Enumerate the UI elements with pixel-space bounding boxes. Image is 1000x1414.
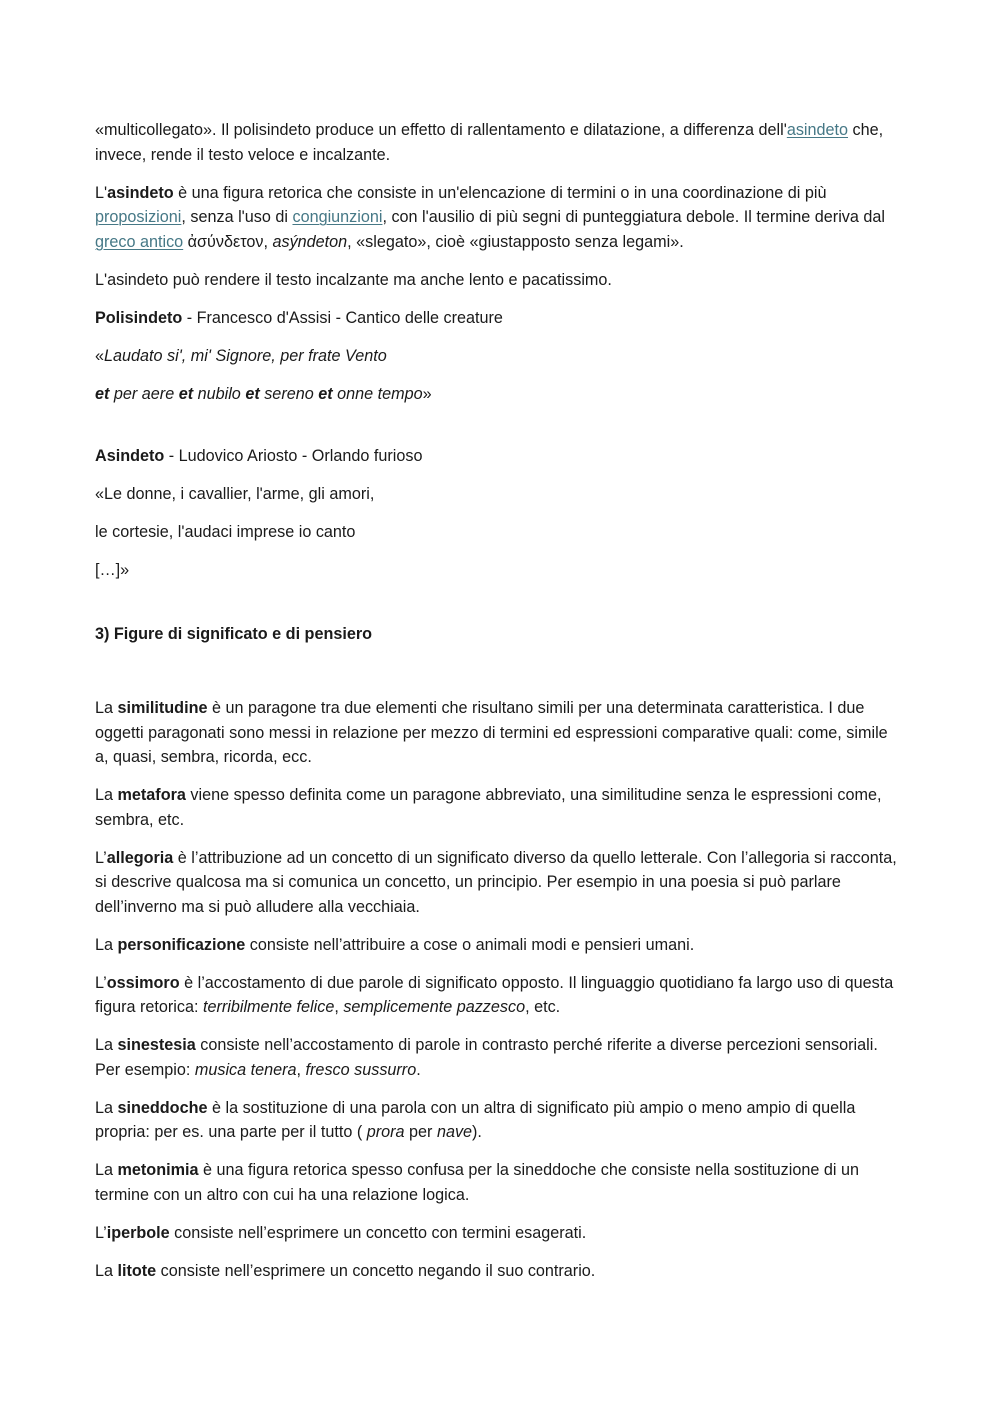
link-congiunzioni[interactable]: congiunzioni: [292, 208, 383, 226]
example-italic: terribilmente felice: [202, 998, 335, 1016]
paragraph-metafora: [95, 783, 905, 832]
verse-word: sereno: [259, 384, 319, 403]
paragraph-similitudine: [95, 696, 905, 770]
text: è un paragone tra due elementi che risultano simili per una determinata caratteristica. I due oggetti paragonati sono messi in relazione per mezzo di termini ed espressioni comparative quali: come, simile a, quasi, sembra, ricorda, ecc.: [95, 699, 888, 766]
text: La: [95, 699, 118, 717]
text: La: [95, 1261, 118, 1280]
example-asindeto-line1: «Le donne, i cavallier, l'arme, gli amori,: [95, 484, 375, 503]
text: è una figura retorica che consiste in un'elencazione di termini o in una coordinazione di più: [173, 183, 827, 202]
text: «: [95, 346, 105, 365]
text: La: [95, 1098, 118, 1117]
verse-word: nubilo: [193, 384, 246, 403]
term-sineddoche: sineddoche: [117, 1098, 208, 1117]
italic-asyndeton: asýndeton: [272, 232, 348, 251]
example-asindeto-line2: le cortesie, l'audaci imprese io canto: [95, 522, 356, 541]
term-metonimia: metonimia: [117, 1161, 199, 1179]
term-allegoria: allegoria: [106, 848, 174, 867]
paragraph-sinestesia: [95, 1033, 905, 1082]
term-metafora: metafora: [117, 786, 186, 804]
example-italic: musica tenera: [194, 1060, 297, 1079]
text: consiste nell’esprimere un concetto negando il suo contrario.: [156, 1261, 596, 1280]
term-sinestesia: sinestesia: [117, 1036, 196, 1054]
text: ).: [472, 1123, 482, 1141]
verse-line: Laudato si', mi' Signore, per frate Vento: [104, 346, 387, 365]
text: che, invece, rende il testo veloce e incalzante.: [95, 121, 884, 164]
text: La: [95, 786, 118, 804]
paragraph-personificazione: [95, 933, 905, 958]
et-bold: et: [318, 384, 333, 403]
term-polisindeto: Polisindeto: [95, 308, 183, 327]
paragraph-asindeto-definition: [95, 181, 905, 255]
text: La: [95, 1161, 118, 1179]
paragraph-litote: [95, 1259, 905, 1284]
example-source: - Francesco d'Assisi - Cantico delle creature: [182, 308, 503, 327]
paragraph-sineddoche: [95, 1096, 905, 1145]
example-polisindeto-line2: [95, 382, 905, 407]
paragraph-metonimia: [95, 1158, 905, 1207]
example-asindeto-title: [95, 444, 905, 469]
term-personificazione: personificazione: [117, 935, 246, 954]
example-italic: fresco sussurro: [305, 1060, 417, 1079]
term-iperbole: iperbole: [106, 1223, 170, 1242]
paragraph-ossimoro: [95, 971, 905, 1020]
link-greco-antico[interactable]: greco antico: [95, 232, 184, 251]
term-asindeto-example: Asindeto: [95, 446, 165, 465]
example-polisindeto-title: [95, 306, 905, 331]
text: ,: [296, 1060, 306, 1079]
text: , «slegato», cioè «giustapposto senza legami».: [347, 232, 684, 251]
text: La: [95, 1036, 118, 1054]
spacer: [95, 596, 905, 622]
et-bold: et: [95, 384, 110, 403]
text: , etc.: [525, 998, 561, 1016]
link-asindeto[interactable]: asindeto: [786, 121, 849, 139]
example-italic: prora: [366, 1123, 405, 1141]
spacer: [95, 646, 905, 696]
term-litote: litote: [117, 1261, 157, 1280]
term-ossimoro: ossimoro: [106, 973, 180, 992]
text: «multicollegato». Il polisindeto produce un effetto di rallentamento e dilatazione, a differenza dell': [95, 121, 787, 139]
text: »: [422, 384, 432, 403]
text: consiste nell’attribuire a cose o animali modi e pensieri umani.: [245, 935, 695, 954]
text: è l’attribuzione ad un concetto di un significato diverso da quello letterale. Con l’allegoria si racconta, si descrive qualcosa ma si comunica un concetto, un principio. Per esempio in una poesia si può parlare dell’inverno ma si può alludere alla vecchiaia.: [95, 848, 897, 916]
text: L’: [95, 1223, 107, 1242]
link-proposizioni[interactable]: proposizioni: [95, 208, 182, 226]
text: per: [404, 1123, 437, 1141]
text: L': [95, 183, 108, 202]
text: La: [95, 935, 118, 954]
verse-word: onne tempo: [332, 384, 423, 403]
verse-word: per aere: [109, 384, 179, 403]
paragraph-asindeto-effect: L'asindeto può rendere il testo incalzante ma anche lento e pacatissimo.: [95, 270, 612, 289]
spacer: [95, 420, 905, 444]
text: è una figura retorica spesso confusa per la sineddoche che consiste nella sostituzione di un termine con un altro con cui ha una relazione logica.: [95, 1161, 859, 1204]
term-similitudine: similitudine: [117, 699, 208, 717]
text: L’: [95, 848, 107, 867]
text: è la sostituzione di una parola con un altra di significato più ampio o meno ampio di quella propria: per es. una parte per il tutto (: [95, 1098, 856, 1141]
text: , senza l'uso di: [181, 208, 293, 226]
example-source: - Ludovico Ariosto - Orlando furioso: [164, 446, 423, 465]
text: ἀσύνδετον,: [183, 232, 273, 251]
paragraph-polisindeto-end: [95, 118, 905, 167]
et-bold: et: [245, 384, 260, 403]
text: consiste nell’esprimere un concetto con termini esagerati.: [169, 1223, 587, 1242]
section-heading: 3) Figure di significato e di pensiero: [95, 624, 373, 643]
example-polisindeto-line1: [95, 344, 905, 369]
text: ,: [334, 998, 344, 1016]
text: consiste nell’accostamento di parole in contrasto perché riferite a diverse percezioni sensoriali. Per esempio:: [95, 1036, 878, 1079]
text: è l’accostamento di due parole di significato opposto. Il linguaggio quotidiano fa largo uso di questa figura retorica:: [95, 973, 894, 1016]
paragraph-allegoria: [95, 846, 905, 920]
et-bold: et: [178, 384, 194, 403]
text: viene spesso definita come un paragone abbreviato, una similitudine senza le espressioni come, sembra, etc.: [95, 786, 882, 829]
example-italic: semplicemente pazzesco: [343, 998, 526, 1016]
paragraph-iperbole: [95, 1221, 905, 1246]
text: .: [416, 1060, 421, 1079]
example-italic: nave: [436, 1123, 473, 1141]
text: L’: [95, 973, 107, 992]
term-asindeto: asindeto: [107, 183, 174, 202]
example-asindeto-line3: […]»: [95, 560, 130, 579]
text: , con l'ausilio di più segni di punteggiatura debole. Il termine deriva dal: [382, 208, 885, 226]
